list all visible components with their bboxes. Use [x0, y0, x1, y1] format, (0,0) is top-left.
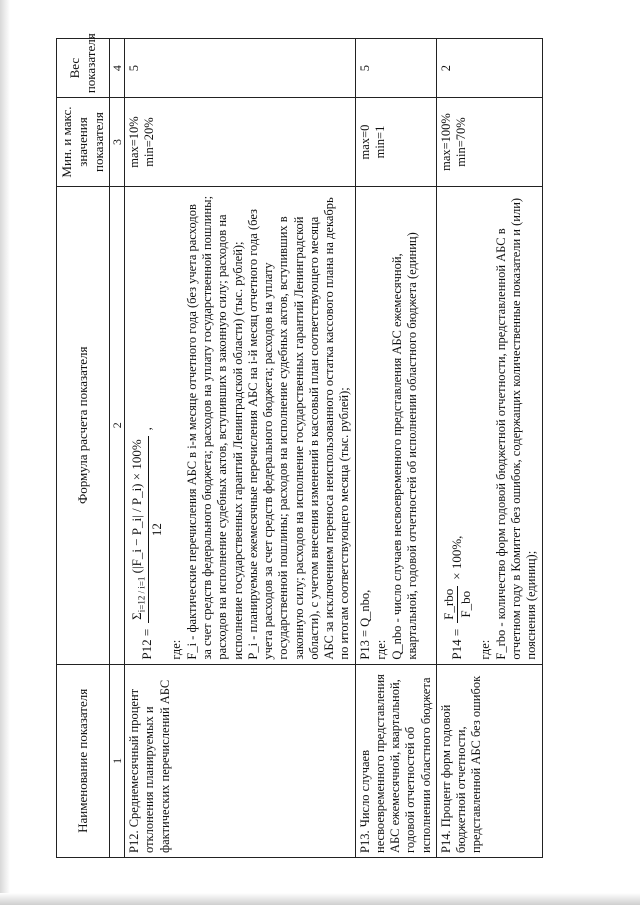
- weight-p14: 2: [436, 39, 542, 98]
- min-value: min=1: [372, 125, 387, 159]
- table-row-p13: [355, 39, 436, 858]
- formula-numerator: F_rbo: [441, 586, 458, 623]
- explanation-qnbo: Q_nbo - число случаев несвоевременного представления АБС ежемесячной, квартальной, годовой отчетностей об исполнении областного бюджета (единиц): [390, 232, 420, 660]
- formula-numerator: (|F_i − P_i| / P_i): [129, 483, 145, 574]
- formula-lhs: P12 =: [138, 628, 154, 660]
- header-row: [57, 39, 110, 858]
- min-value: min=70%: [454, 117, 469, 167]
- page-edge-shadow-left: [0, 0, 10, 905]
- where-label: где:: [373, 639, 388, 660]
- formula-p14: [441, 191, 474, 660]
- table-row-p12: [125, 39, 355, 858]
- header-minmax: Мин. и макс. значения показателя: [57, 98, 110, 187]
- where-label: где:: [168, 639, 183, 660]
- formula-tail: ,: [138, 427, 154, 431]
- min-value: min=20%: [142, 117, 157, 167]
- col-number-3: 3: [109, 98, 125, 187]
- col-number-2: 2: [109, 186, 125, 664]
- formula-denominator: F_bo: [457, 590, 473, 618]
- formula-cell-p13: [355, 186, 436, 664]
- formula-p12: [129, 191, 164, 660]
- col-number-4: 4: [109, 39, 125, 98]
- indicators-table: [56, 33, 543, 858]
- indicator-name-p12: P12. Среднемесячный процент отклонения планируемых и фактических перечислений АБС: [125, 664, 355, 857]
- formula-cell-p14: [436, 186, 542, 664]
- explanation-fi: F_i - фактические перечисления АБС в i-м месяце отчетного года (без учета расходов за счет средств федерального бюджета; расходов на уплату государственной пошлины; расходов на исполнение судебных актов, вступивших в законную силу; расходов на исполнение государственных гарантий Ленинградской области) (тыс. рублей);: [184, 195, 245, 660]
- minmax-cell-p14: [436, 98, 542, 187]
- formula-times: × 100%,: [449, 535, 465, 580]
- formula-lhs: P14 =: [449, 628, 465, 660]
- sum-symbol: Σ: [129, 612, 145, 620]
- formula-times: × 100%: [129, 439, 145, 481]
- col-number-1: 1: [109, 664, 125, 857]
- indicator-name-p13: P13. Число случаев несвоевременного представления АБС ежемесячной, квартальной, годовой отчетностей об исполнении областного бюджета: [355, 664, 436, 857]
- minmax-cell-p13: [355, 98, 436, 187]
- minmax-cell-p12: [125, 98, 355, 187]
- page-edge-shadow-bottom: [0, 893, 640, 905]
- weight-p12: 5: [125, 39, 355, 98]
- formula-p13: P13 = Q_nbo,: [357, 589, 372, 660]
- formula-fraction: [129, 436, 164, 623]
- max-value: max=10%: [127, 116, 142, 168]
- sum-limits: i=12 / i=1: [136, 576, 147, 613]
- header-formula: Формула расчета показателя: [57, 186, 110, 664]
- column-number-row: [109, 39, 125, 858]
- header-indicator-name: Наименование показателя: [57, 664, 110, 857]
- weight-p13: 5: [355, 39, 436, 98]
- table-row-p14: [436, 39, 542, 858]
- header-weight: Вес показателя: [57, 39, 110, 98]
- explanation-pi: P_i - планируемые ежемесячные перечисления АБС на i-й месяц отчетного года (без учета расходов за счет средств федерального бюджета; расходов на уплату государственной пошлины; расходов на исполнение судебных актов, вступивших в законную силу; расходов на исполнение государственных гарантий Ленинградской области), с учетом внесения изменений в кассовый план соответствующего месяца АБС за исключением переноса неиспользованного остатка кассового плана на декабрь по итогам соответствующего месяца (тыс. рублей);: [245, 197, 352, 660]
- formula-denominator: 12: [148, 523, 164, 537]
- where-label: где:: [477, 639, 492, 660]
- formula-fraction: [441, 586, 474, 623]
- max-value: max=100%: [438, 113, 453, 171]
- indicator-name-p14: P14. Процент форм годовой бюджетной отчетности, представленной АБС без ошибок: [436, 664, 542, 857]
- explanation-frbo: F_rbo - количество форм годовой бюджетной отчетности, представленной АБС в отчетном году в Комитет без ошибок, содержащих количественные показатели и (или) пояснения (единиц);: [493, 197, 539, 660]
- rotated-table-container: [56, 33, 612, 858]
- formula-cell-p12: [125, 186, 355, 664]
- max-value: max=0: [357, 124, 372, 160]
